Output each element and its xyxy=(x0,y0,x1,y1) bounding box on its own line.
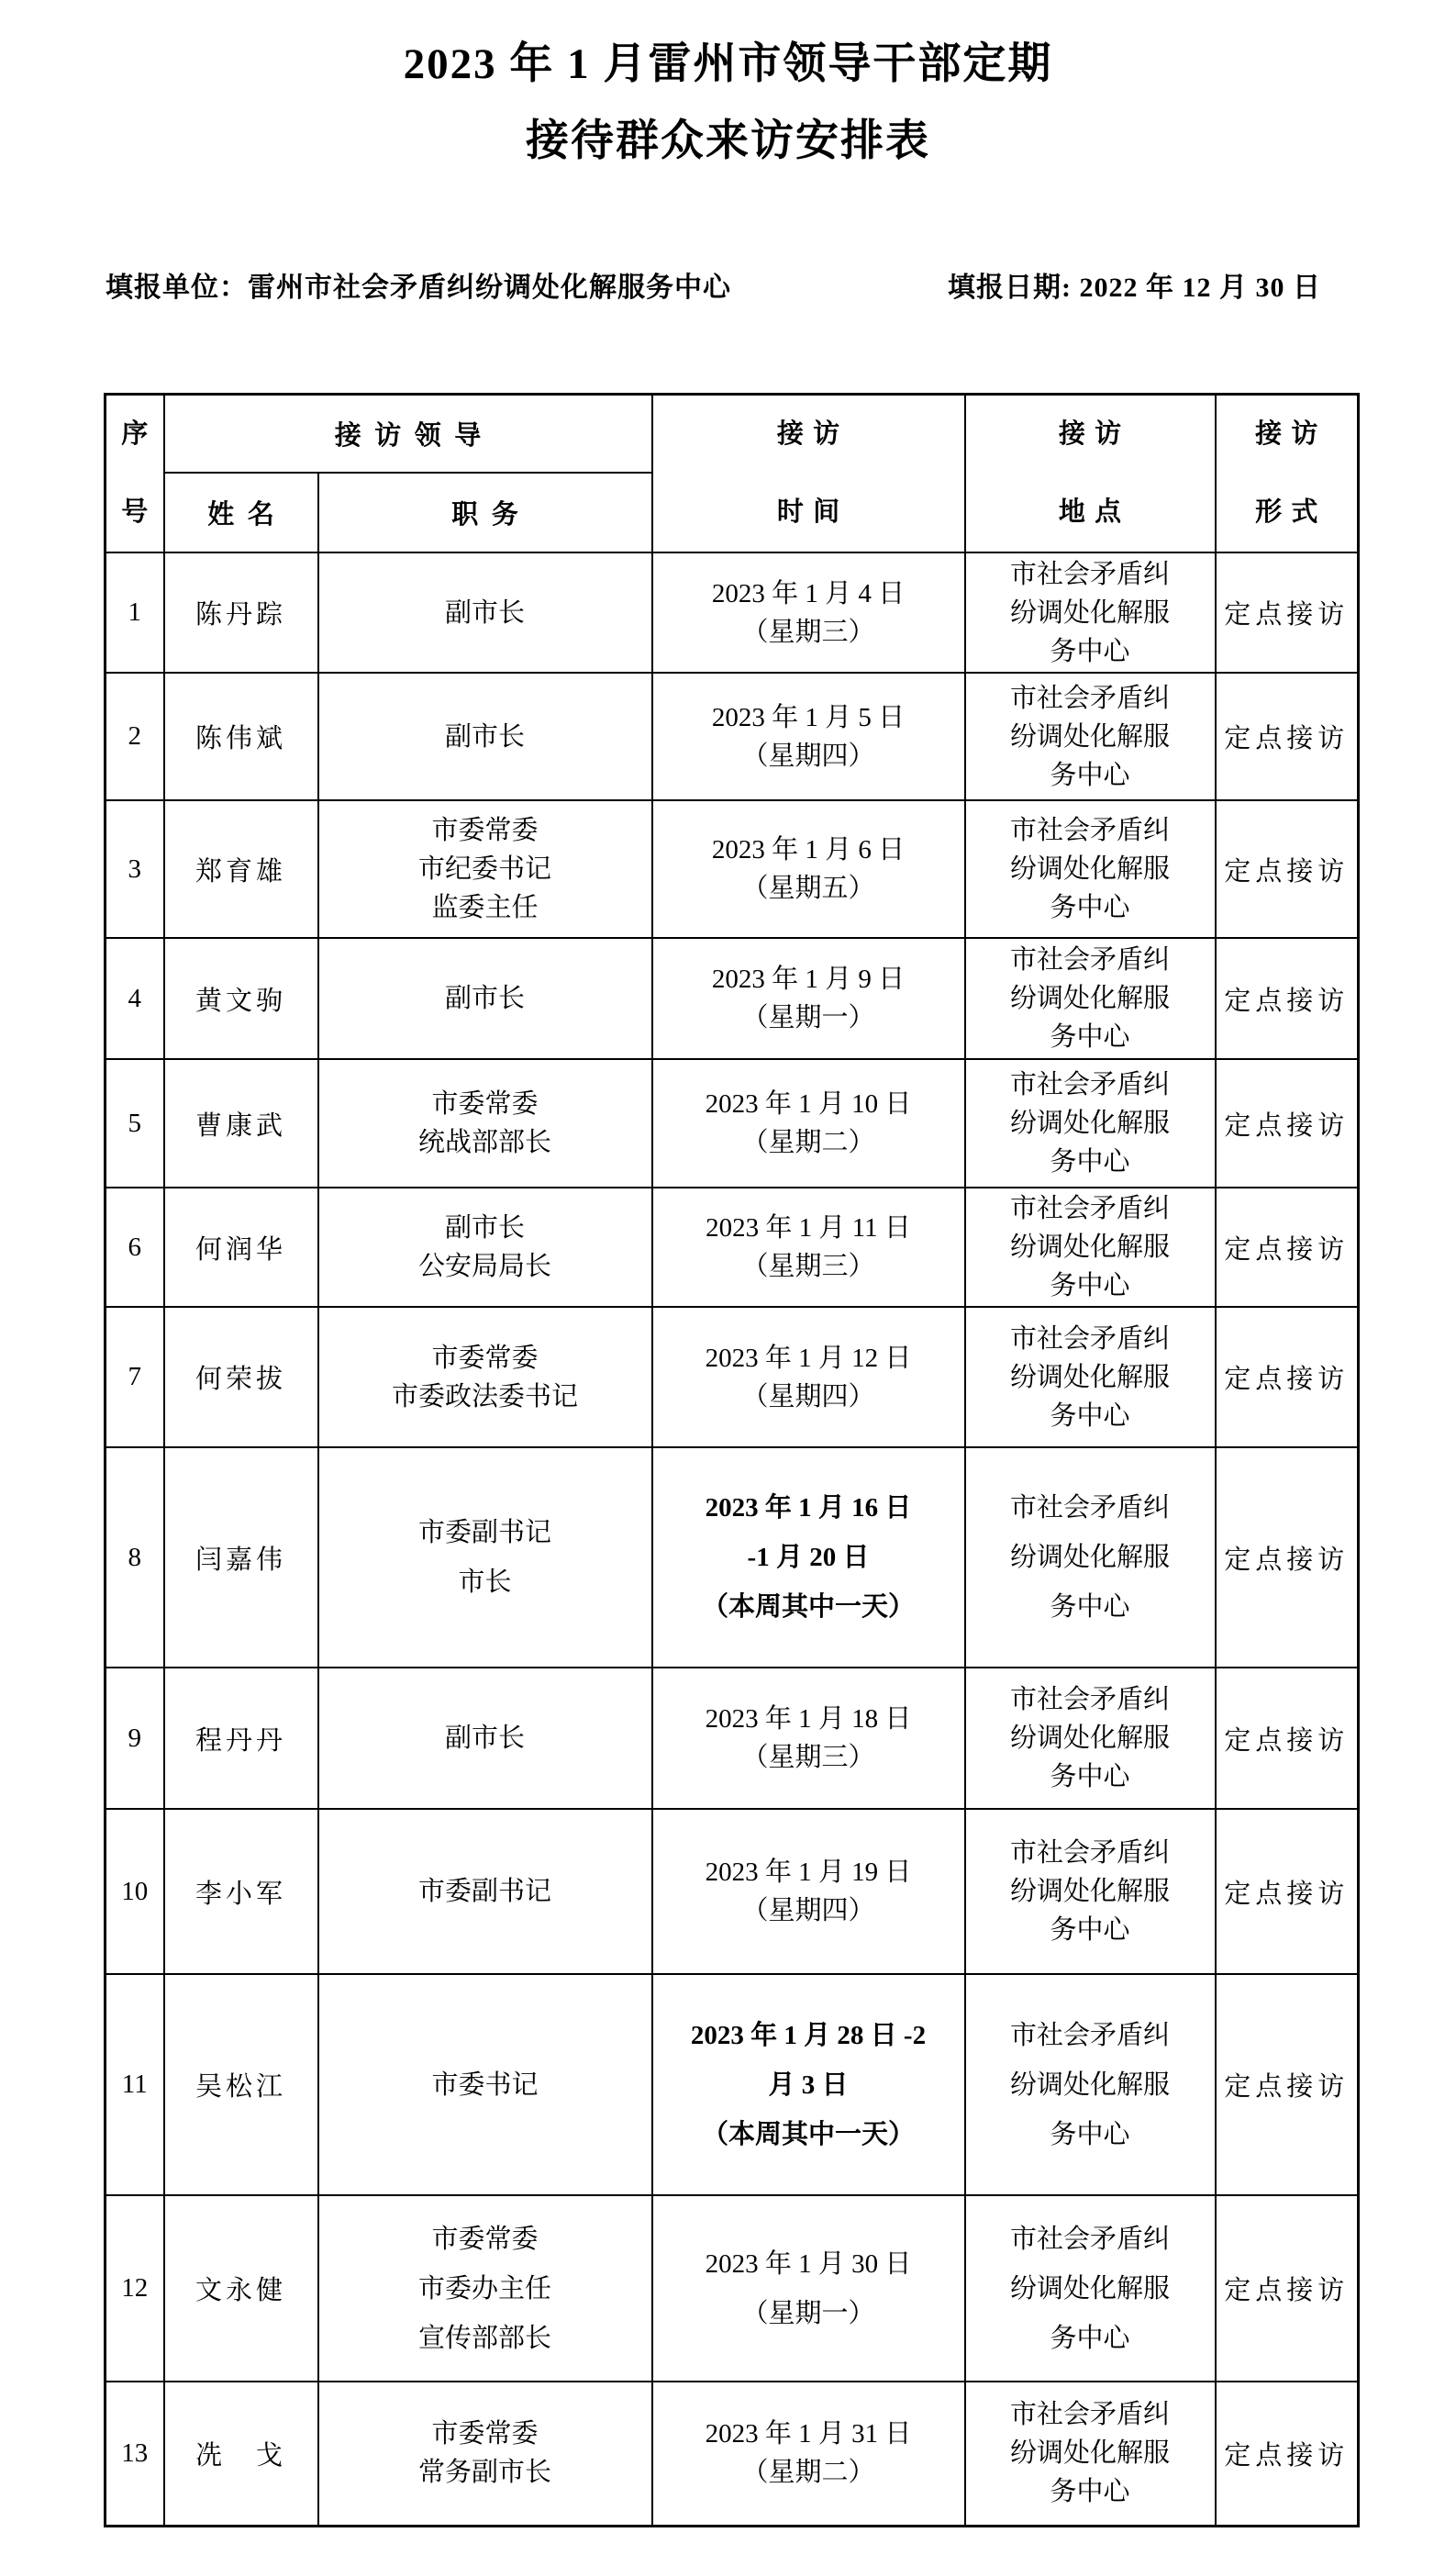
row-number-cell: 6 xyxy=(106,1188,164,1307)
visit-place-cell: 市社会矛盾纠 纷调处化解服 务中心 xyxy=(965,1668,1216,1809)
page-title-line2: 接待群众来访安排表 xyxy=(526,117,930,165)
visit-place-cell: 市社会矛盾纠 纷调处化解服 务中心 xyxy=(965,2382,1216,2526)
row-number-cell: 13 xyxy=(106,2382,164,2526)
leader-name-cell: 陈丹踪 xyxy=(164,552,318,673)
row-number-cell: 5 xyxy=(106,1059,164,1188)
visit-place-cell: 市社会矛盾纠 纷调处化解服 务中心 xyxy=(965,673,1216,800)
meta-line xyxy=(106,264,1321,305)
visit-time-cell: 2023 年 1 月 11 日 （星期三） xyxy=(652,1188,965,1307)
header-visit-place: 接访 地点 xyxy=(965,395,1216,553)
visit-form-cell: 定点接访 xyxy=(1216,1307,1359,1447)
visit-place-cell: 市社会矛盾纠 纷调处化解服 务中心 xyxy=(965,1447,1216,1668)
table-row xyxy=(106,2382,1359,2526)
visit-form-cell: 定点接访 xyxy=(1216,673,1359,800)
table-row xyxy=(106,1307,1359,1447)
visit-time-cell: 2023 年 1 月 28 日 -2 月 3 日 （本周其中一天） xyxy=(652,1974,965,2195)
table-row xyxy=(106,1447,1359,1668)
visit-time-cell: 2023 年 1 月 18 日 （星期三） xyxy=(652,1668,965,1809)
visit-form-cell: 定点接访 xyxy=(1216,938,1359,1059)
row-number-cell: 8 xyxy=(106,1447,164,1668)
leader-name-cell: 程丹丹 xyxy=(164,1668,318,1809)
leader-title-cell: 市委常委 常务副市长 xyxy=(318,2382,652,2526)
table-row xyxy=(106,1059,1359,1188)
row-number-cell: 3 xyxy=(106,800,164,938)
leader-title-cell: 副市长 xyxy=(318,938,652,1059)
header-serial-number: 序 号 xyxy=(106,395,164,553)
leader-name-cell: 曹康武 xyxy=(164,1059,318,1188)
table-row xyxy=(106,2195,1359,2382)
leader-name-cell: 李小军 xyxy=(164,1809,318,1974)
table-row xyxy=(106,1188,1359,1307)
leader-title-cell: 副市长 xyxy=(318,552,652,673)
leader-name-cell: 何润华 xyxy=(164,1188,318,1307)
visit-place-cell: 市社会矛盾纠 纷调处化解服 务中心 xyxy=(965,938,1216,1059)
visit-place-cell: 市社会矛盾纠 纷调处化解服 务中心 xyxy=(965,552,1216,673)
visit-form-cell: 定点接访 xyxy=(1216,552,1359,673)
leader-name-cell: 冼 戈 xyxy=(164,2382,318,2526)
visit-time-cell: 2023 年 1 月 31 日 （星期二） xyxy=(652,2382,965,2526)
visit-time-cell: 2023 年 1 月 16 日 -1 月 20 日 （本周其中一天） xyxy=(652,1447,965,1668)
row-number-cell: 12 xyxy=(106,2195,164,2382)
visit-time-cell: 2023 年 1 月 12 日 （星期四） xyxy=(652,1307,965,1447)
table-row xyxy=(106,1809,1359,1974)
visit-place-cell: 市社会矛盾纠 纷调处化解服 务中心 xyxy=(965,1188,1216,1307)
leader-name-cell: 陈伟斌 xyxy=(164,673,318,800)
leader-title-cell: 市委常委 统战部部长 xyxy=(318,1059,652,1188)
leader-title-cell: 副市长 xyxy=(318,1668,652,1809)
visit-form-cell: 定点接访 xyxy=(1216,1447,1359,1668)
leader-name-cell: 何荣拔 xyxy=(164,1307,318,1447)
visit-time-cell: 2023 年 1 月 9 日 （星期一） xyxy=(652,938,965,1059)
visit-form-cell: 定点接访 xyxy=(1216,1188,1359,1307)
row-number-cell: 2 xyxy=(106,673,164,800)
leader-title-cell: 副市长 公安局局长 xyxy=(318,1188,652,1307)
leader-name-cell: 吴松江 xyxy=(164,1974,318,2195)
visit-time-cell: 2023 年 1 月 5 日 （星期四） xyxy=(652,673,965,800)
reporting-date: 填报日期: 2022 年 12 月 30 日 xyxy=(948,273,1321,303)
visit-place-cell: 市社会矛盾纠 纷调处化解服 务中心 xyxy=(965,2195,1216,2382)
visit-form-cell: 定点接访 xyxy=(1216,800,1359,938)
leader-name-cell: 郑育雄 xyxy=(164,800,318,938)
visit-time-cell: 2023 年 1 月 19 日 （星期四） xyxy=(652,1809,965,1974)
visit-place-cell: 市社会矛盾纠 纷调处化解服 务中心 xyxy=(965,1809,1216,1974)
leader-title-cell: 副市长 xyxy=(318,673,652,800)
leader-name-cell: 文永健 xyxy=(164,2195,318,2382)
row-number-cell: 1 xyxy=(106,552,164,673)
table-row xyxy=(106,1668,1359,1809)
row-number-cell: 9 xyxy=(106,1668,164,1809)
row-number-cell: 10 xyxy=(106,1809,164,1974)
leader-name-cell: 闫嘉伟 xyxy=(164,1447,318,1668)
visit-schedule-table xyxy=(104,393,1360,2527)
header-leader-title: 职务 xyxy=(318,473,652,552)
visit-place-cell: 市社会矛盾纠 纷调处化解服 务中心 xyxy=(965,1307,1216,1447)
leader-title-cell: 市委副书记 xyxy=(318,1809,652,1974)
leader-name-cell: 黄文驹 xyxy=(164,938,318,1059)
table-body xyxy=(106,552,1359,2526)
visit-time-cell: 2023 年 1 月 10 日 （星期二） xyxy=(652,1059,965,1188)
visit-form-cell: 定点接访 xyxy=(1216,1668,1359,1809)
leader-title-cell: 市委副书记 市长 xyxy=(318,1447,652,1668)
leader-title-cell: 市委书记 xyxy=(318,1974,652,2195)
header-visiting-leader: 接访领导 xyxy=(164,395,652,473)
table-header xyxy=(106,395,1359,553)
table-row xyxy=(106,938,1359,1059)
row-number-cell: 4 xyxy=(106,938,164,1059)
table-row xyxy=(106,1974,1359,2195)
page-title xyxy=(0,26,1456,180)
leader-title-cell: 市委常委 市委政法委书记 xyxy=(318,1307,652,1447)
visit-form-cell: 定点接访 xyxy=(1216,1809,1359,1974)
reporting-unit: 填报单位：雷州市社会矛盾纠纷调处化解服务中心 xyxy=(106,273,731,303)
visit-form-cell: 定点接访 xyxy=(1216,2195,1359,2382)
visit-time-cell: 2023 年 1 月 4 日 （星期三） xyxy=(652,552,965,673)
leader-title-cell: 市委常委 市纪委书记 监委主任 xyxy=(318,800,652,938)
visit-time-cell: 2023 年 1 月 6 日 （星期五） xyxy=(652,800,965,938)
visit-place-cell: 市社会矛盾纠 纷调处化解服 务中心 xyxy=(965,800,1216,938)
row-number-cell: 7 xyxy=(106,1307,164,1447)
header-visit-time: 接访 时间 xyxy=(652,395,965,553)
table-row xyxy=(106,800,1359,938)
visit-form-cell: 定点接访 xyxy=(1216,1974,1359,2195)
visit-place-cell: 市社会矛盾纠 纷调处化解服 务中心 xyxy=(965,1059,1216,1188)
visit-form-cell: 定点接访 xyxy=(1216,2382,1359,2526)
visit-form-cell: 定点接访 xyxy=(1216,1059,1359,1188)
visit-place-cell: 市社会矛盾纠 纷调处化解服 务中心 xyxy=(965,1974,1216,2195)
table-row xyxy=(106,673,1359,800)
row-number-cell: 11 xyxy=(106,1974,164,2195)
table-row xyxy=(106,552,1359,673)
header-leader-name: 姓名 xyxy=(164,473,318,552)
leader-title-cell: 市委常委 市委办主任 宣传部部长 xyxy=(318,2195,652,2382)
header-visit-form: 接访 形式 xyxy=(1216,395,1359,553)
page-title-line1: 2023 年 1 月雷州市领导干部定期 xyxy=(403,40,1053,88)
visit-time-cell: 2023 年 1 月 30 日 （星期一） xyxy=(652,2195,965,2382)
